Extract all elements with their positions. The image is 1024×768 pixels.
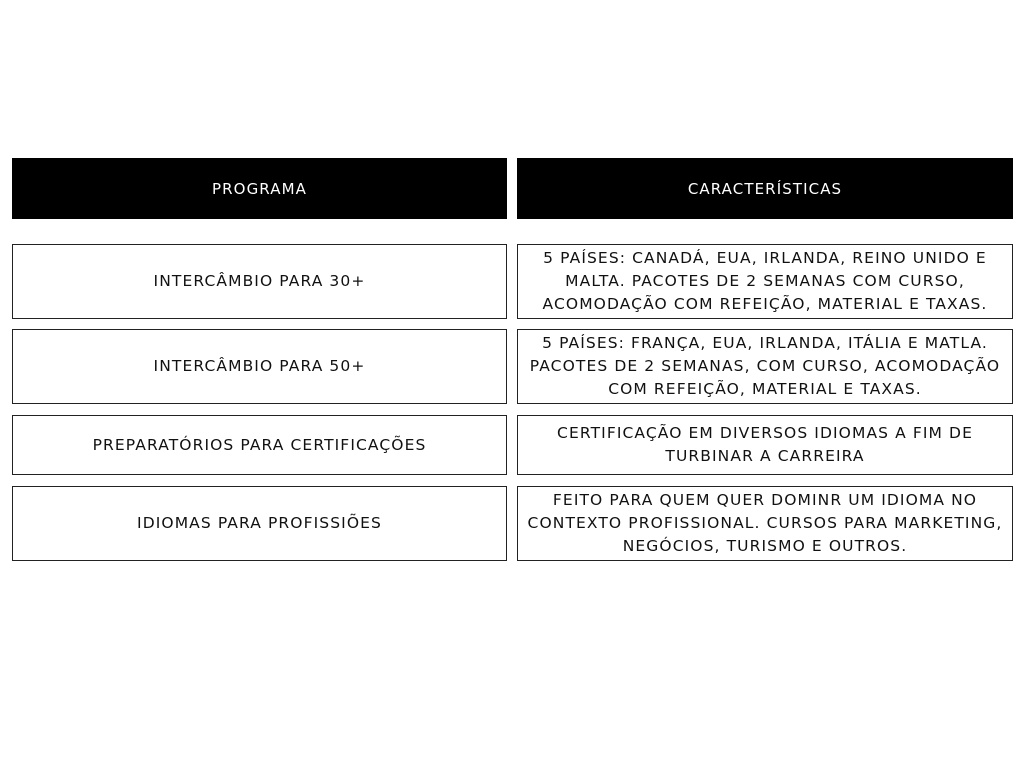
row-2-caracteristicas: 5 PAÍSES: FRANÇA, EUA, IRLANDA, ITÁLIA E MATLA. PACOTES DE 2 SEMANAS, COM CURSO, ACOMODAÇÃO COM REFEIÇÃO, MATERIAL E TAXAS. (517, 329, 1013, 404)
row-3-caracteristicas: CERTIFICAÇÃO EM DIVERSOS IDIOMAS A FIM DE TURBINAR A CARREIRA (517, 415, 1013, 475)
row-1-programa: INTERCÂMBIO PARA 30+ (12, 244, 507, 319)
header-programa: PROGRAMA (12, 158, 507, 219)
row-4-programa: IDIOMAS PARA PROFISSIÕES (12, 486, 507, 561)
row-2-programa: INTERCÂMBIO PARA 50+ (12, 329, 507, 404)
row-3-programa: PREPARATÓRIOS PARA CERTIFICAÇÕES (12, 415, 507, 475)
row-4-caracteristicas: FEITO PARA QUEM QUER DOMINR UM IDIOMA NO CONTEXTO PROFISSIONAL. CURSOS PARA MARKETING, NEGÓCIOS, TURISMO E OUTROS. (517, 486, 1013, 561)
header-caracteristicas: CARACTERÍSTICAS (517, 158, 1013, 219)
row-1-caracteristicas: 5 PAÍSES: CANADÁ, EUA, IRLANDA, REINO UNIDO E MALTA. PACOTES DE 2 SEMANAS COM CURSO, ACOMODAÇÃO COM REFEIÇÃO, MATERIAL E TAXAS. (517, 244, 1013, 319)
